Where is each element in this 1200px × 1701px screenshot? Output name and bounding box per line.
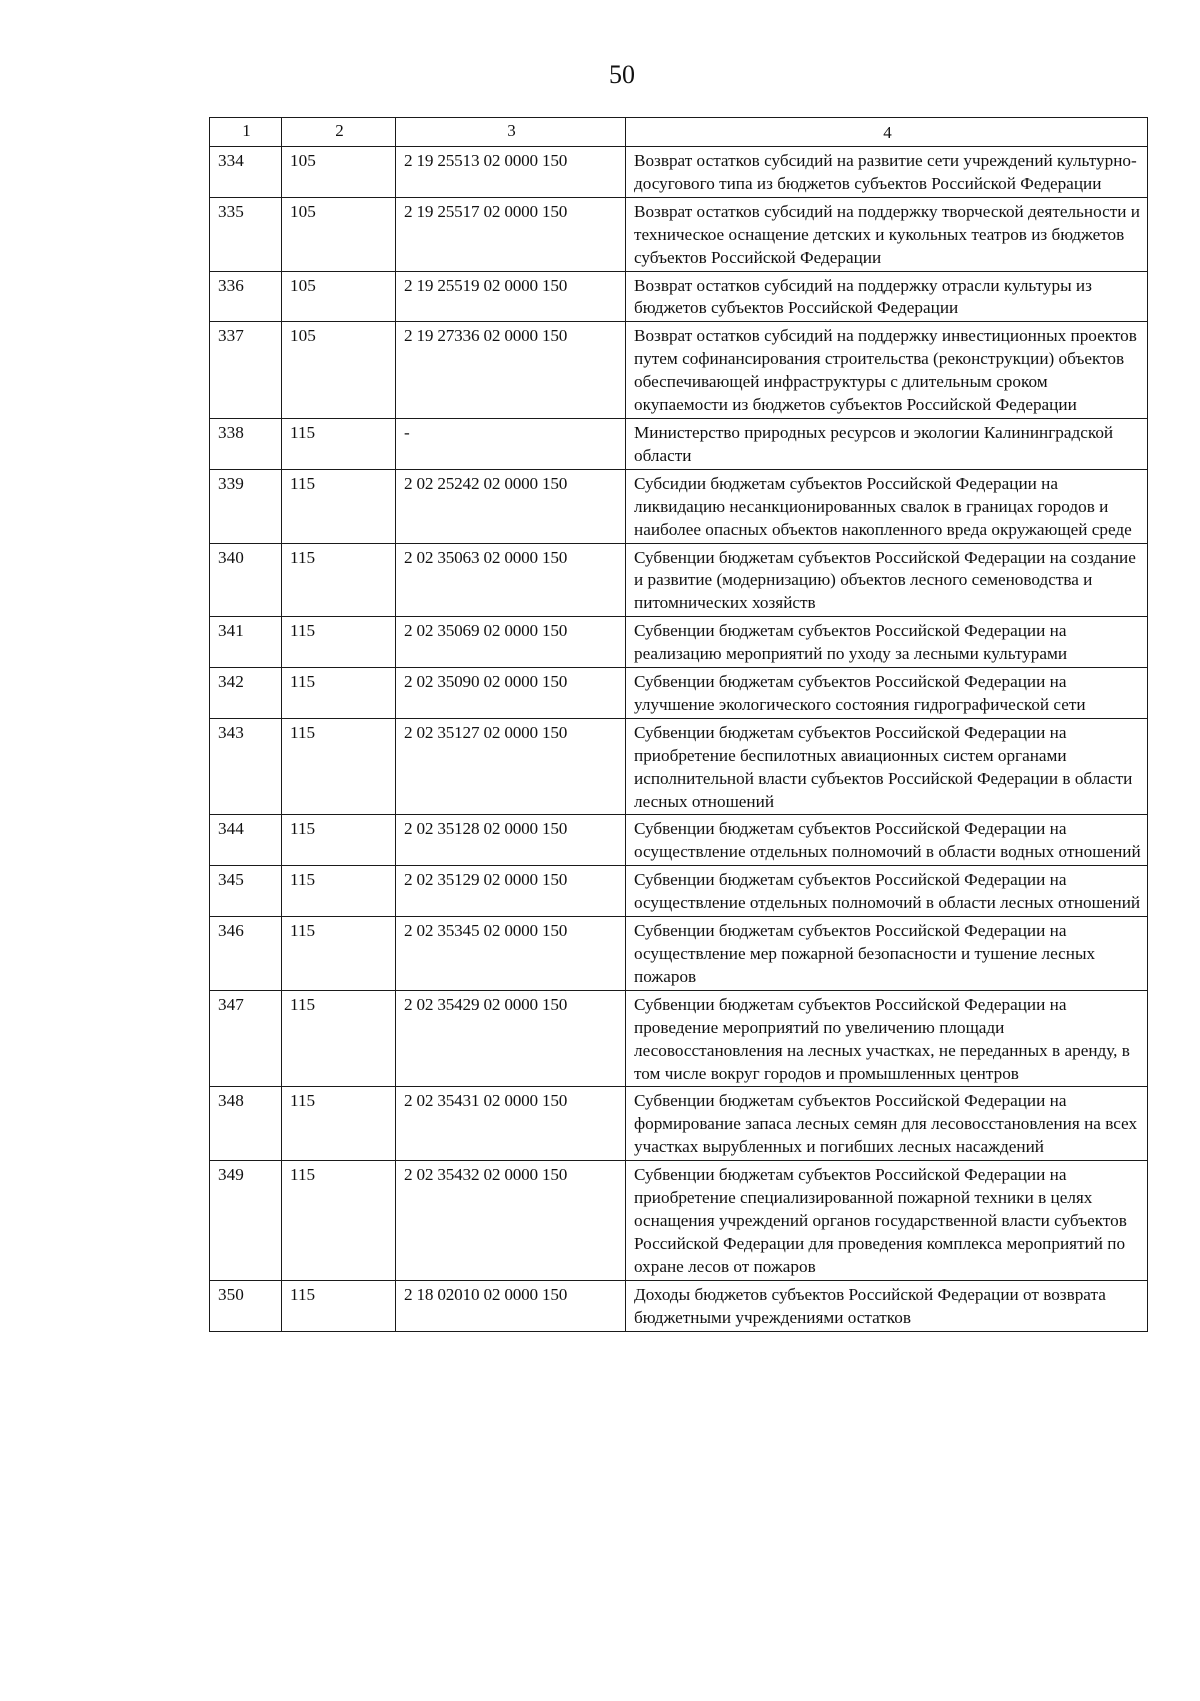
- column-header-1: 1: [210, 118, 282, 147]
- admin-code-cell: 115: [282, 418, 396, 469]
- row-number-cell: 340: [210, 543, 282, 617]
- table-row: [210, 1280, 1148, 1331]
- table-row: [210, 917, 1148, 991]
- row-number-cell: 347: [210, 990, 282, 1087]
- row-number-cell: 349: [210, 1161, 282, 1281]
- budget-code-cell: 2 18 02010 02 0000 150: [396, 1280, 626, 1331]
- row-number-cell: 348: [210, 1087, 282, 1161]
- budget-code-cell: 2 19 27336 02 0000 150: [396, 322, 626, 419]
- budget-code-cell: 2 02 35431 02 0000 150: [396, 1087, 626, 1161]
- admin-code-cell: 115: [282, 543, 396, 617]
- budget-code-cell: -: [396, 418, 626, 469]
- page-number: 50: [609, 60, 635, 89]
- admin-code-cell: 105: [282, 197, 396, 271]
- table-row: [210, 668, 1148, 719]
- table-row: [210, 1087, 1148, 1161]
- description-cell: Субвенции бюджетам субъектов Российской Федерации на осуществление мер пожарной безопасности и тушение лесных пожаров: [626, 917, 1148, 991]
- table-row: [210, 990, 1148, 1087]
- row-number-cell: 346: [210, 917, 282, 991]
- table-row: [210, 197, 1148, 271]
- budget-code-cell: 2 02 35129 02 0000 150: [396, 866, 626, 917]
- table-row: [210, 866, 1148, 917]
- description-cell: Возврат остатков субсидий на развитие сети учреждений культурно-досугового типа из бюджетов субъектов Российской Федерации: [626, 147, 1148, 198]
- admin-code-cell: 115: [282, 668, 396, 719]
- admin-code-cell: 115: [282, 1280, 396, 1331]
- admin-code-cell: 105: [282, 147, 396, 198]
- budget-code-cell: 2 19 25513 02 0000 150: [396, 147, 626, 198]
- admin-code-cell: 115: [282, 469, 396, 543]
- budget-code-cell: 2 02 35345 02 0000 150: [396, 917, 626, 991]
- row-number-cell: 337: [210, 322, 282, 419]
- budget-code-cell: 2 02 25242 02 0000 150: [396, 469, 626, 543]
- row-number-cell: 343: [210, 718, 282, 815]
- admin-code-cell: 115: [282, 1087, 396, 1161]
- row-number-cell: 334: [210, 147, 282, 198]
- budget-classification-table: [209, 117, 1148, 1332]
- row-number-cell: 335: [210, 197, 282, 271]
- description-cell: Субвенции бюджетам субъектов Российской Федерации на приобретение специализированной пожарной техники в целях оснащения учреждений органов государственной власти субъектов Российской Федерации для проведения комплекса мероприятий по охране лесов от пожаров: [626, 1161, 1148, 1281]
- table-row: [210, 147, 1148, 198]
- admin-code-cell: 115: [282, 718, 396, 815]
- description-cell: Субвенции бюджетам субъектов Российской Федерации на реализацию мероприятий по уходу за лесными культурами: [626, 617, 1148, 668]
- description-cell: Субвенции бюджетам субъектов Российской Федерации на создание и развитие (модернизацию) объектов лесного семеноводства и питомнических хозяйств: [626, 543, 1148, 617]
- table-row: [210, 718, 1148, 815]
- admin-code-cell: 115: [282, 617, 396, 668]
- admin-code-cell: 115: [282, 866, 396, 917]
- table-row: [210, 543, 1148, 617]
- description-cell: Субсидии бюджетам субъектов Российской Федерации на ликвидацию несанкционированных свалок в границах городов и наиболее опасных объектов накопленного вреда окружающей среде: [626, 469, 1148, 543]
- budget-code-cell: 2 19 25519 02 0000 150: [396, 271, 626, 322]
- row-number-cell: 345: [210, 866, 282, 917]
- row-number-cell: 350: [210, 1280, 282, 1331]
- table-header-row: [210, 118, 1148, 147]
- description-cell: Субвенции бюджетам субъектов Российской Федерации на проведение мероприятий по увеличению площади лесовосстановления на лесных участках, не переданных в аренду, в том числе вокруг городов и промышленных центров: [626, 990, 1148, 1087]
- row-number-cell: 336: [210, 271, 282, 322]
- table-body: [210, 147, 1148, 1332]
- description-cell: Субвенции бюджетам субъектов Российской Федерации на осуществление отдельных полномочий в области лесных отношений: [626, 866, 1148, 917]
- budget-code-cell: 2 02 35090 02 0000 150: [396, 668, 626, 719]
- admin-code-cell: 115: [282, 815, 396, 866]
- row-number-cell: 341: [210, 617, 282, 668]
- admin-code-cell: 105: [282, 271, 396, 322]
- budget-code-cell: 2 02 35432 02 0000 150: [396, 1161, 626, 1281]
- column-header-2: 2: [282, 118, 396, 147]
- table-row: [210, 322, 1148, 419]
- row-number-cell: 339: [210, 469, 282, 543]
- admin-code-cell: 115: [282, 917, 396, 991]
- row-number-cell: 344: [210, 815, 282, 866]
- table-row: [210, 617, 1148, 668]
- description-cell: Доходы бюджетов субъектов Российской Федерации от возврата бюджетными учреждениями остатков: [626, 1280, 1148, 1331]
- admin-code-cell: 115: [282, 1161, 396, 1281]
- description-cell: Субвенции бюджетам субъектов Российской Федерации на осуществление отдельных полномочий в области водных отношений: [626, 815, 1148, 866]
- budget-code-cell: 2 02 35069 02 0000 150: [396, 617, 626, 668]
- description-cell: Субвенции бюджетам субъектов Российской Федерации на улучшение экологического состояния гидрографической сети: [626, 668, 1148, 719]
- column-header-4: 4: [626, 118, 1148, 147]
- description-cell: Возврат остатков субсидий на поддержку инвестиционных проектов путем софинансирования строительства (реконструкции) объектов обеспечивающей инфраструктуры с длительным сроком окупаемости из бюджетов субъектов Российской Федерации: [626, 322, 1148, 419]
- table-row: [210, 815, 1148, 866]
- description-cell: Субвенции бюджетам субъектов Российской Федерации на приобретение беспилотных авиационных систем органами исполнительной власти субъектов Российской Федерации в области лесных отношений: [626, 718, 1148, 815]
- admin-code-cell: 105: [282, 322, 396, 419]
- description-cell: Субвенции бюджетам субъектов Российской Федерации на формирование запаса лесных семян для лесовосстановления на всех участках вырубленных и погибших лесных насаждений: [626, 1087, 1148, 1161]
- budget-code-cell: 2 02 35063 02 0000 150: [396, 543, 626, 617]
- table-row: [210, 418, 1148, 469]
- table-row: [210, 1161, 1148, 1281]
- budget-code-cell: 2 02 35429 02 0000 150: [396, 990, 626, 1087]
- description-cell: Возврат остатков субсидий на поддержку отрасли культуры из бюджетов субъектов Российской Федерации: [626, 271, 1148, 322]
- description-cell: Министерство природных ресурсов и экологии Калининградской области: [626, 418, 1148, 469]
- column-header-3: 3: [396, 118, 626, 147]
- admin-code-cell: 115: [282, 990, 396, 1087]
- table-row: [210, 469, 1148, 543]
- budget-code-cell: 2 19 25517 02 0000 150: [396, 197, 626, 271]
- row-number-cell: 338: [210, 418, 282, 469]
- budget-code-cell: 2 02 35128 02 0000 150: [396, 815, 626, 866]
- row-number-cell: 342: [210, 668, 282, 719]
- budget-code-cell: 2 02 35127 02 0000 150: [396, 718, 626, 815]
- table-row: [210, 271, 1148, 322]
- description-cell: Возврат остатков субсидий на поддержку творческой деятельности и техническое оснащение детских и кукольных театров из бюджетов субъектов Российской Федерации: [626, 197, 1148, 271]
